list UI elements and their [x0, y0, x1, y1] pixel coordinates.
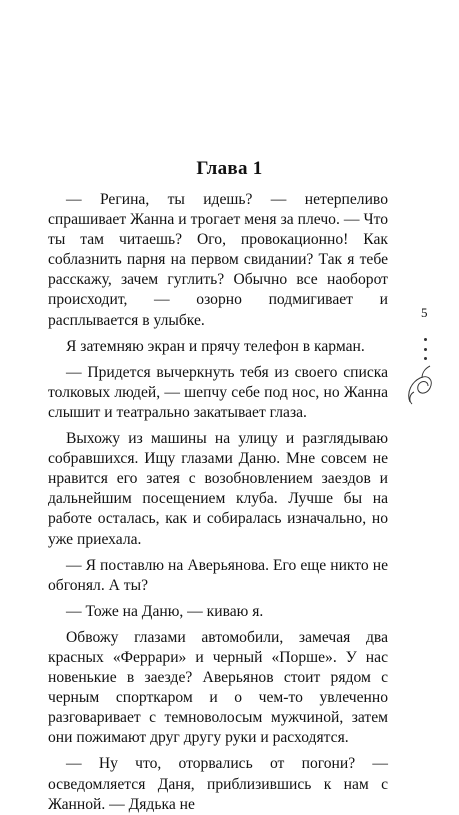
flourish-ornament-icon — [404, 362, 438, 408]
paragraph: — Регина, ты идешь? — нетерпеливо спрашивает Жанна и трогает меня за плечо. — Что ты там читаешь? Ого, провокационно! Как соблазнить парня на первом свидании? Так я тебе расскажу, зачем гуглить? Обычно все наоборот происходит, — озорно подмигивает и расплывается в улыбке. — [48, 191, 388, 329]
paragraph: — Тоже на Даню, — киваю я. — [66, 602, 264, 620]
paragraph: — Ну что, оторвались от погони? — осведомляется Даня, приблизившись к нам с Жанной. — Дядька не — [48, 755, 388, 813]
dots-ornament-icon — [423, 338, 429, 364]
paragraph: Выхожу из машины на улицу и разглядываю собравшихся. Ищу глазами Даню. Мне совсем не нравится его затея с возобновлением заездов и дальнейшим посещением клуба. Лучше бы на работе осталась, как и собиралась изначально, но уже приехала. — [48, 430, 388, 548]
paragraph: Обвожу глазами автомобили, замечая два красных «Феррари» и черный «Порше». У нас новенькие в заезде? Аверьянов стоит рядом с черным спорткаром и о чем-то увлеченно разговаривает с темноволосым мужчиной, затем они пожимают друг другу руки и расходятся. — [48, 628, 388, 747]
paragraph: — Придется вычеркнуть тебя из своего списка толковых людей, — шепчу себе под нос, но Жанна слышит и театрально закатывает глаза. — [48, 363, 388, 421]
chapter-title: Глава 1 — [196, 158, 263, 179]
page-number: 5 — [421, 305, 428, 320]
body-text — [48, 190, 388, 815]
paragraph: — Я поставлю на Аверьянова. Его еще никто не обгонял. А ты? — [48, 556, 388, 594]
paragraph: Я затемняю экран и прячу телефон в карман. — [66, 337, 365, 355]
